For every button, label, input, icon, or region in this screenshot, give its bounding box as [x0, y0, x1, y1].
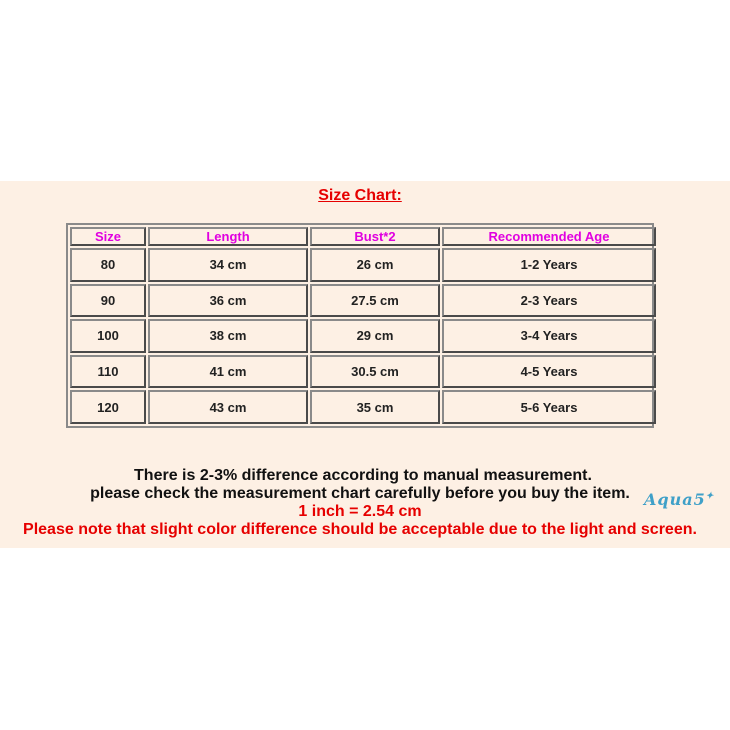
table-row	[70, 248, 656, 282]
table-row	[70, 319, 656, 353]
cell-age: 5-6 Years	[442, 390, 656, 424]
cell-size: 80	[70, 248, 146, 282]
page-title: Size Chart:	[318, 187, 402, 204]
cell-bust: 29 cm	[310, 319, 440, 353]
table-row	[70, 390, 656, 424]
brand-logo-text: Aqua5	[644, 490, 706, 509]
cell-size: 90	[70, 284, 146, 318]
sparkle-icon: ✦	[705, 491, 715, 502]
note-check-chart: please check the measurement chart carefully before you buy the item.	[90, 485, 630, 502]
note-color-difference: Please note that slight color difference should be acceptable due to the light and screen.	[23, 521, 697, 538]
brand-logo	[644, 490, 714, 509]
cell-size: 110	[70, 355, 146, 389]
header-bust: Bust*2	[310, 227, 440, 246]
cell-bust: 26 cm	[310, 248, 440, 282]
header-size: Size	[70, 227, 146, 246]
header-length: Length	[148, 227, 308, 246]
header-recommended-age: Recommended Age	[442, 227, 656, 246]
cell-size: 120	[70, 390, 146, 424]
cell-bust: 27.5 cm	[310, 284, 440, 318]
table-row	[70, 355, 656, 389]
cell-bust: 30.5 cm	[310, 355, 440, 389]
table-header-row	[70, 227, 656, 246]
cell-length: 36 cm	[148, 284, 308, 318]
cell-age: 4-5 Years	[442, 355, 656, 389]
cell-bust: 35 cm	[310, 390, 440, 424]
cell-length: 41 cm	[148, 355, 308, 389]
cell-length: 38 cm	[148, 319, 308, 353]
cell-size: 100	[70, 319, 146, 353]
note-difference: There is 2-3% difference according to manual measurement.	[134, 467, 592, 484]
size-table-frame	[66, 223, 654, 428]
cell-age: 3-4 Years	[442, 319, 656, 353]
size-table	[68, 225, 658, 426]
cell-age: 2-3 Years	[442, 284, 656, 318]
table-row	[70, 284, 656, 318]
cell-age: 1-2 Years	[442, 248, 656, 282]
note-inch-conversion: 1 inch = 2.54 cm	[298, 503, 422, 520]
cell-length: 43 cm	[148, 390, 308, 424]
cell-length: 34 cm	[148, 248, 308, 282]
